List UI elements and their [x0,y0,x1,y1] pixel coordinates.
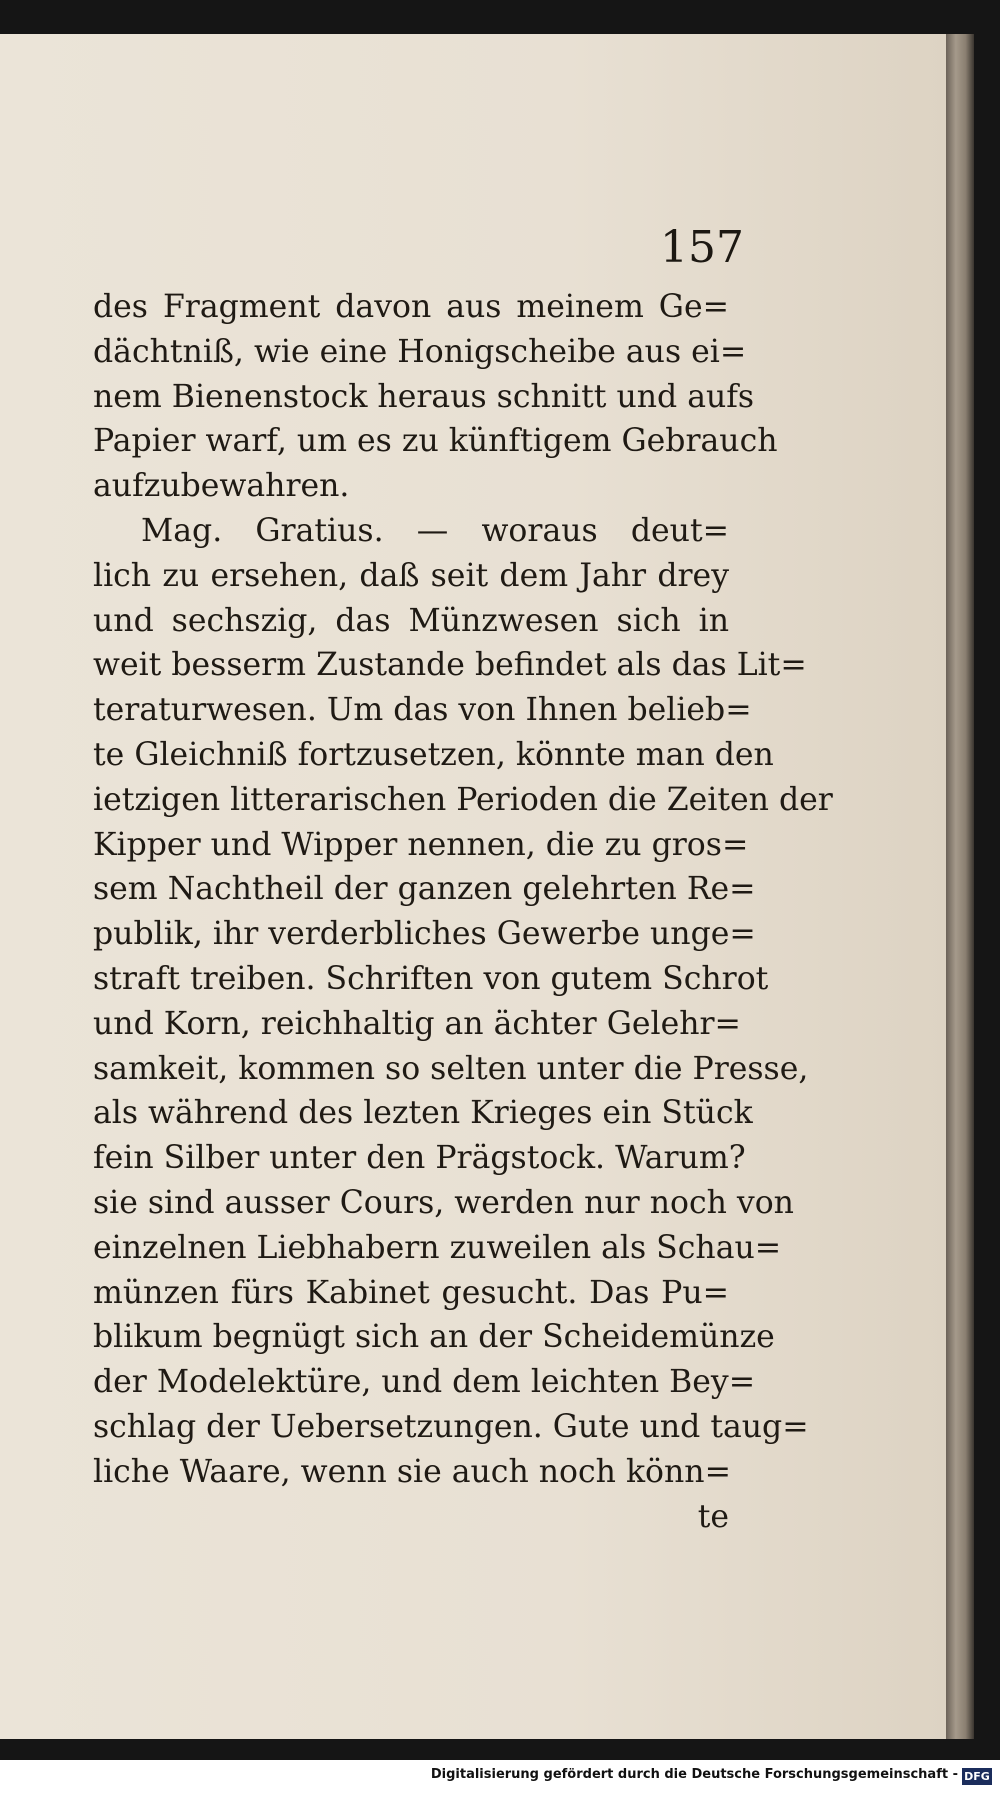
text-line: liche Waare, wenn sie auch noch könn= [93,1453,731,1490]
page-text-block [93,285,833,1539]
text-line: samkeit, kommen so selten unter die Presse, [93,1050,809,1087]
text-line: aufzubewahren. [93,468,350,505]
page-edge [946,34,974,1739]
text-line: straft treiben. Schriften von gutem Schrot [93,960,769,997]
text-line: teraturwesen. Um das von Ihnen belieb= [93,692,752,729]
text-line: einzelnen Liebhabern zuweilen als Schau= [93,1229,782,1266]
text-line: und sechszig, das Münzwesen sich in [93,602,729,639]
text-line: te [697,1498,729,1535]
text-line: schlag der Uebersetzungen. Gute und taug= [93,1408,809,1445]
text-line: sie sind ausser Cours, werden nur noch von [93,1184,794,1221]
footer-bar [0,1760,1000,1794]
text-line: blikum begnügt sich an der Scheidemünze [93,1319,775,1356]
dfg-logo-icon: DFG [962,1768,992,1785]
text-line: dächtniß, wie eine Honigscheibe aus ei= [93,333,747,370]
text-line: ietzigen litterarischen Perioden die Zeiten der [93,781,833,818]
text-line: Papier warf, um es zu künftigem Gebrauch [93,423,778,460]
text-line: des Fragment davon aus meinem Ge= [93,289,729,325]
text-line: lich zu ersehen, daß seit dem Jahr drey [93,557,729,594]
book-page [0,34,946,1739]
page-number: 157 [660,222,744,273]
text-line: publik, ihr verderbliches Gewerbe unge= [93,916,756,953]
text-line: te Gleichniß fortzusetzen, könnte man den [93,736,774,773]
text-line: weit besserm Zustande befindet als das Lit= [93,647,807,684]
text-line: Kipper und Wipper nennen, die zu gros= [93,826,749,863]
footer-credit: Digitalisierung gefördert durch die Deutsche Forschungsgemeinschaft - [430,1767,958,1782]
text-line: münzen fürs Kabinet gesucht. Das Pu= [93,1274,729,1311]
text-line: als während des lezten Krieges ein Stück [93,1095,753,1132]
text-line: sem Nachtheil der ganzen gelehrten Re= [93,871,756,908]
text-line: nem Bienenstock heraus schnitt und aufs [93,378,755,415]
text-line: und Korn, reichhaltig an ächter Gelehr= [93,1005,741,1042]
text-line: fein Silber unter den Prägstock. Warum? [93,1140,746,1177]
text-line: Mag. Gratius. — woraus deut= [141,512,729,549]
text-line: der Modelektüre, und dem leichten Bey= [93,1364,756,1401]
